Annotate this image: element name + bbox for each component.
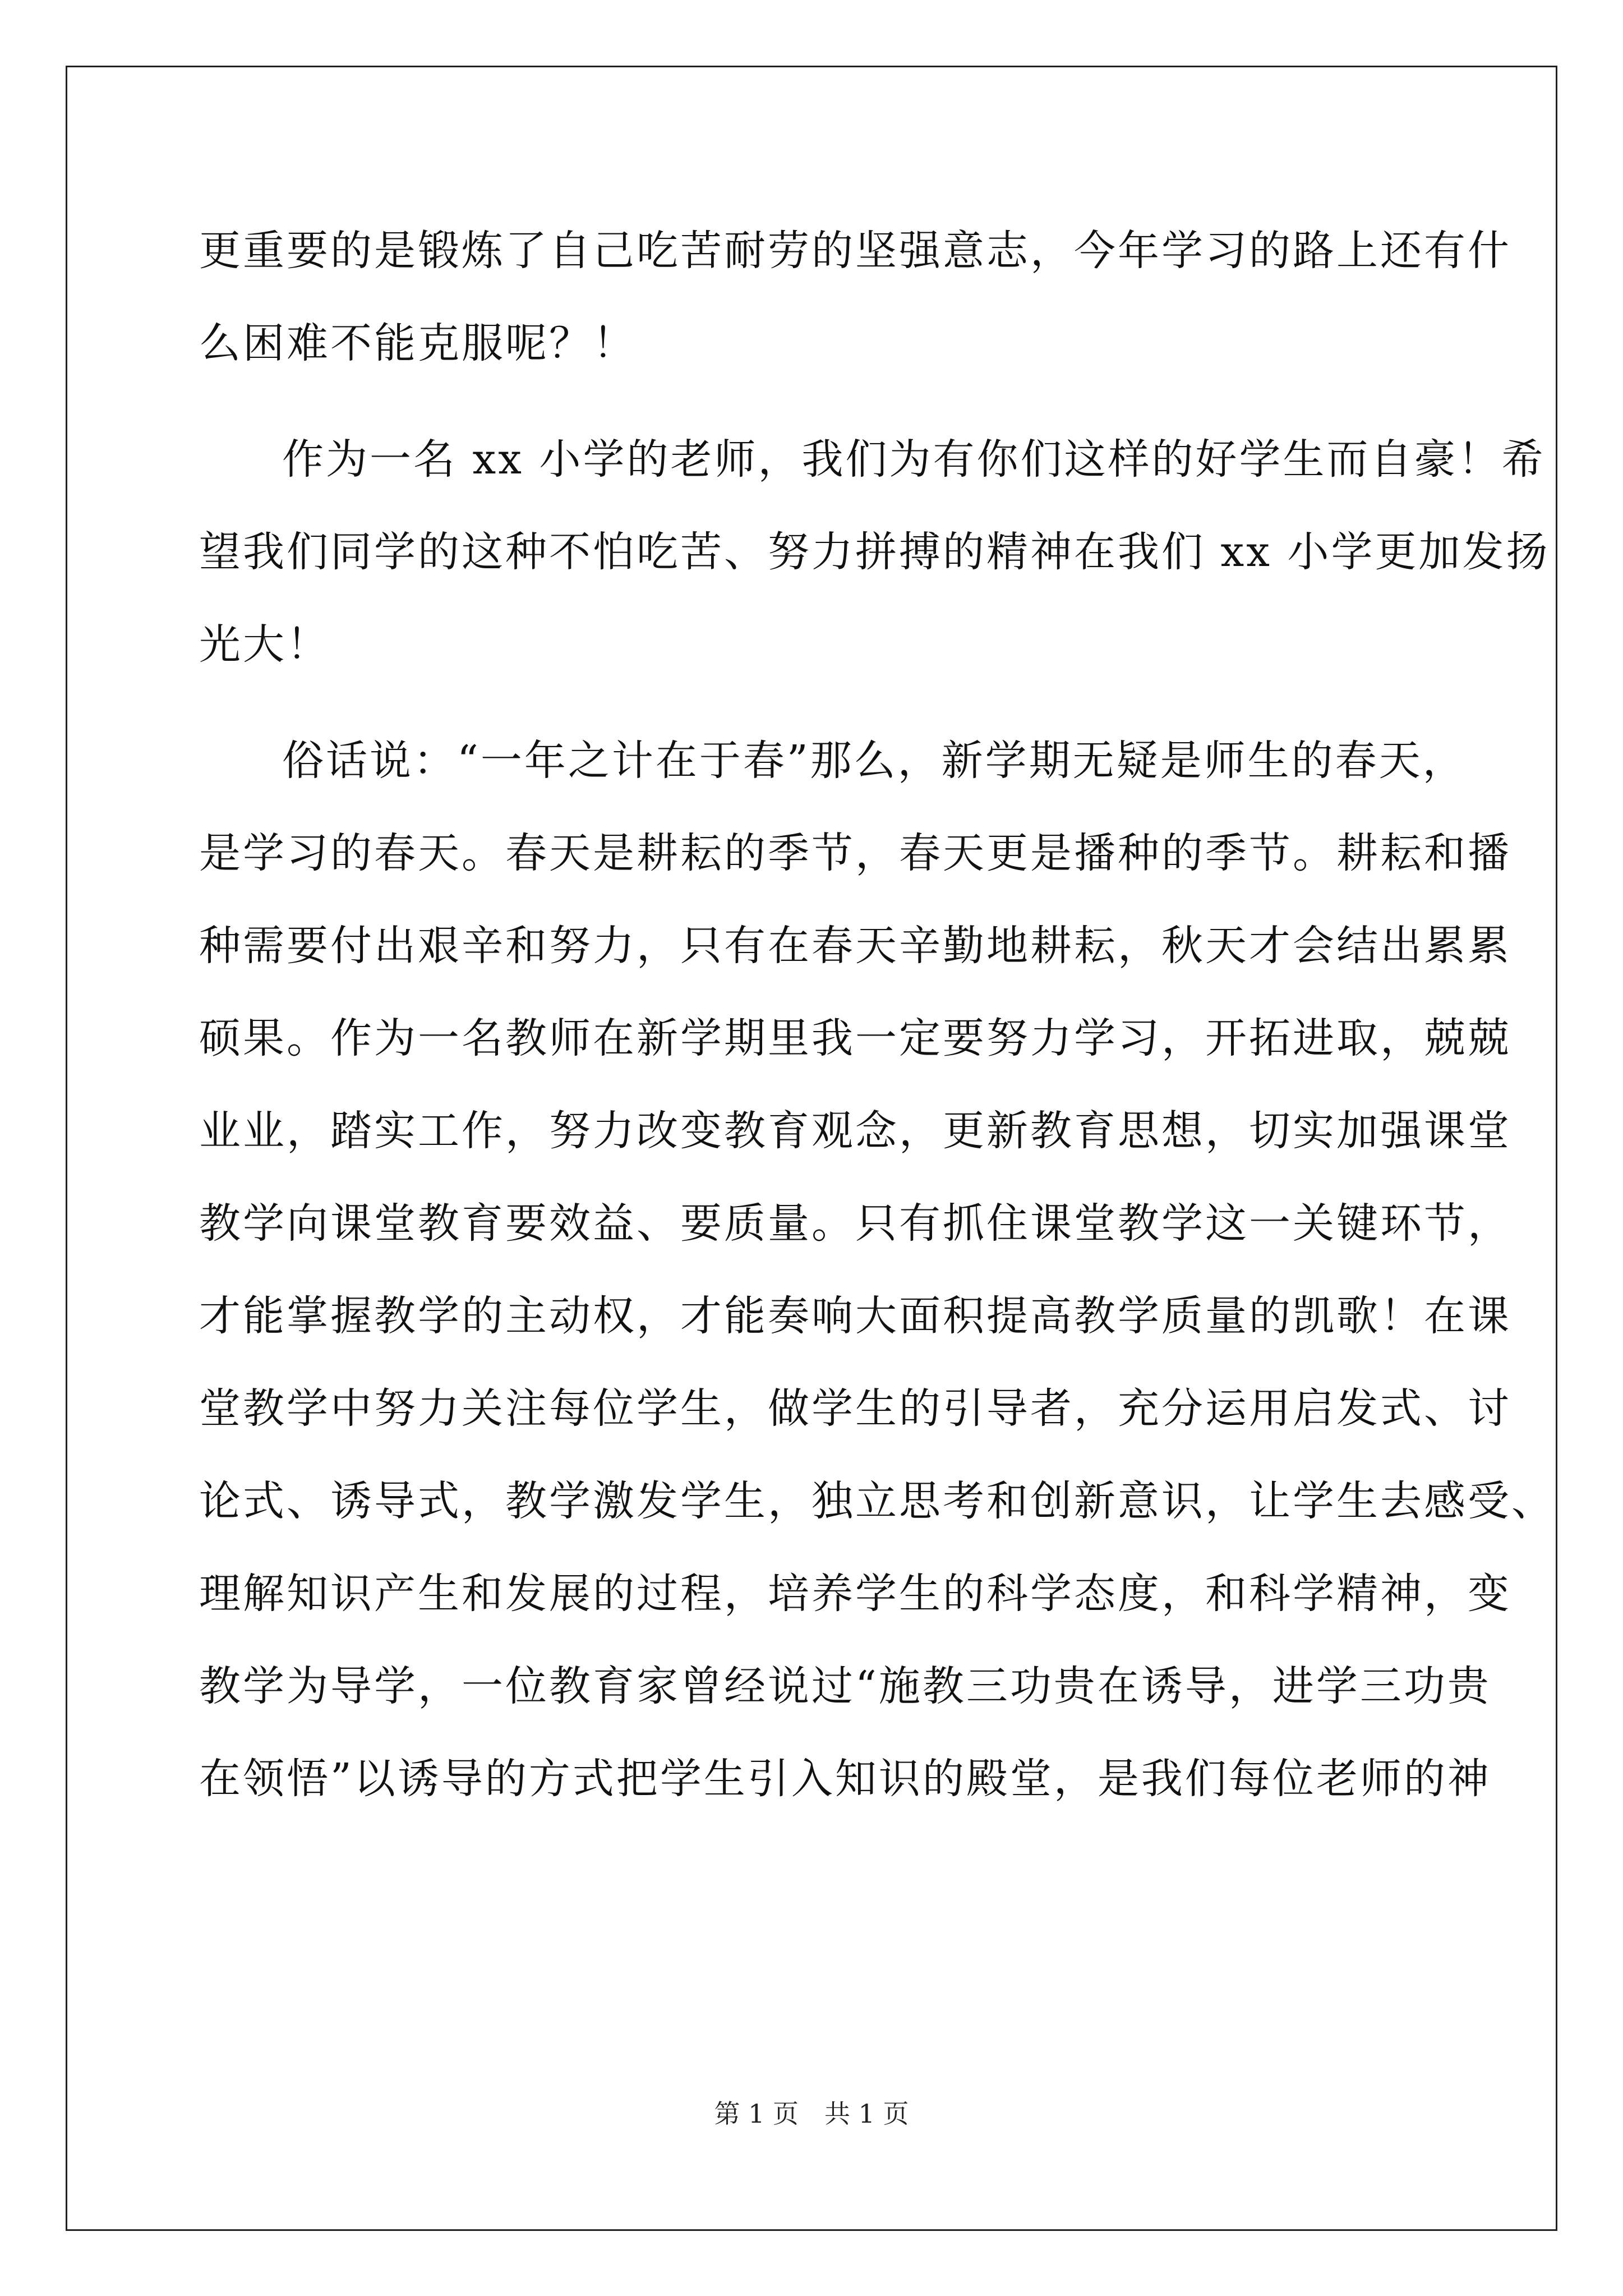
text-line: 在领悟”以诱导的方式把学生引入知识的殿堂，是我们每位老师的神: [199, 1755, 1491, 1803]
paragraph-gap: [199, 390, 1433, 413]
text-line: 论式、诱导式，教学激发学生，独立思考和创新意识，让学生去感受、: [199, 1477, 1555, 1525]
text-line: 种需要付出艰辛和努力，只有在春天辛勤地耕耘，秋天才会结出累累: [199, 922, 1511, 970]
text-line: 业业，踏实工作，努力改变教育观念，更新教育思想，切实加强课堂: [199, 1107, 1511, 1155]
page-number: 第 1 页 共 1 页: [714, 2099, 909, 2129]
text-line: 是学习的春天。春天是耕耘的季节，春天更是播种的季节。耕耘和播: [199, 829, 1511, 877]
text-line: 才能掌握教学的主动权，才能奏响大面积提高教学质量的凯歌！在课: [199, 1292, 1511, 1340]
text-line: 教学向课堂教育要效益、要质量。只有抓住课堂教学这一关键环节，: [199, 1199, 1511, 1248]
text-line: 作为一名 xx 小学的老师，我们为有你们这样的好学生而自豪！希: [282, 435, 1546, 484]
text-line: 硕果。作为一名教师在新学期里我一定要努力学习，开拓进取，兢兢: [199, 1014, 1511, 1062]
text-line: 么困难不能克服呢？！: [199, 319, 637, 367]
text-line: 理解知识产生和发展的过程，培养学生的科学态度，和科学精神，变: [199, 1570, 1511, 1618]
text-line: 教学为导学，一位教育家曾经说过“施教三功贵在诱导，进学三功贵: [199, 1662, 1491, 1710]
text-line: 更重要的是锻炼了自己吃苦耐劳的坚强意志，今年学习的路上还有什: [199, 227, 1511, 275]
text-line: 望我们同学的这种不怕吃苦、努力拼搏的精神在我们 xx 小学更加发扬: [199, 528, 1550, 576]
paragraph-gap: [199, 691, 1433, 715]
text-line: 光大！: [199, 620, 330, 669]
document-body: [199, 205, 1555, 1825]
text-line: 俗话说：“一年之计在于春”那么，新学期无疑是师生的春天，: [282, 737, 1467, 785]
text-line: 堂教学中努力关注每位学生，做学生的引导者，充分运用启发式、讨: [199, 1384, 1511, 1433]
